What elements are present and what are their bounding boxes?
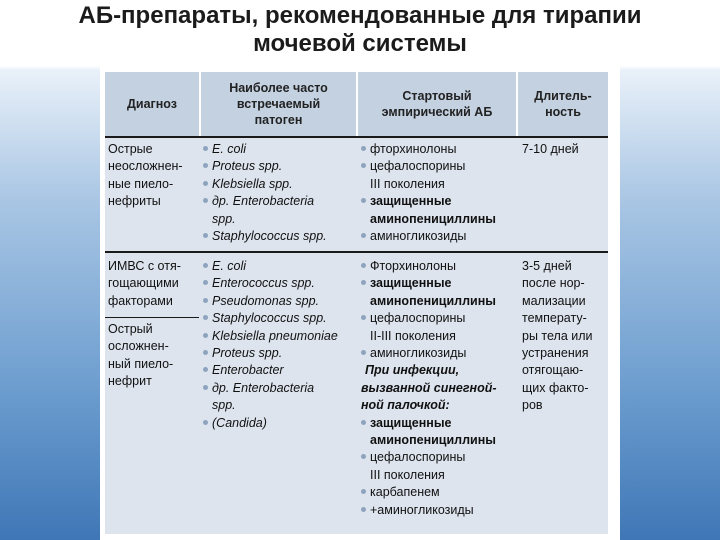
row2-duration-line: температу- bbox=[522, 311, 587, 326]
row2-diagnosis-b bbox=[108, 321, 173, 391]
row1-duration bbox=[522, 141, 579, 158]
row2-duration-line: отягощаю- bbox=[522, 363, 584, 378]
bullet-icon bbox=[361, 315, 366, 320]
list-item: др. Enterobacteria bbox=[203, 380, 338, 397]
bullet-icon bbox=[203, 367, 208, 372]
bullet-icon bbox=[203, 198, 208, 203]
diagnosis-subdivider bbox=[105, 317, 199, 318]
header-pathogen bbox=[201, 72, 356, 136]
header-duration-line: Длитель- bbox=[534, 89, 592, 103]
title-line-2: мочевой системы bbox=[253, 30, 467, 57]
list-item: Proteus spp. bbox=[203, 158, 327, 175]
bullet-icon bbox=[361, 280, 366, 285]
row2-diagnosis-line: ИМВС с отя- bbox=[108, 259, 181, 273]
list-item: Staphylococcus spp. bbox=[203, 310, 338, 327]
row1-diagnosis-line: нефриты bbox=[108, 194, 161, 209]
bullet-icon bbox=[203, 163, 208, 168]
header-diagnosis bbox=[105, 72, 199, 136]
row2-duration-line: ров bbox=[522, 398, 543, 413]
slide-title bbox=[0, 0, 720, 66]
bullet-icon bbox=[361, 350, 366, 355]
bullet-icon bbox=[203, 315, 208, 320]
row2-diagnosis-line: факторами bbox=[108, 293, 173, 308]
list-item: Klebsiella spp. bbox=[203, 176, 327, 193]
row1-diagnosis-line: ные пиело- bbox=[108, 176, 174, 191]
bullet-icon bbox=[203, 146, 208, 151]
bullet-icon bbox=[361, 233, 366, 238]
list-item: цефалоспорины bbox=[361, 449, 497, 466]
header-therapy-line: эмпирический АБ bbox=[381, 105, 493, 119]
bullet-icon bbox=[361, 454, 366, 459]
row2-duration-line: мализации bbox=[522, 293, 586, 308]
table-card bbox=[100, 66, 620, 540]
bullet-icon bbox=[203, 181, 208, 186]
header-duration-line: ность bbox=[545, 105, 581, 119]
therapy-note-line: ной палочкой: bbox=[361, 398, 450, 413]
list-item: +аминогликозиды bbox=[361, 502, 497, 519]
bullet-icon bbox=[361, 489, 366, 494]
list-item-continued: аминопенициллины bbox=[370, 211, 496, 226]
list-item: Enterococcus spp. bbox=[203, 275, 338, 292]
list-item: карбапенем bbox=[361, 484, 497, 501]
bullet-icon bbox=[203, 350, 208, 355]
list-item: E. coli bbox=[203, 258, 338, 275]
list-item: др. Enterobacteria bbox=[203, 193, 327, 210]
bullet-icon bbox=[203, 280, 208, 285]
list-item: защищенные bbox=[361, 275, 497, 292]
row1-diagnosis-line: Острые bbox=[108, 142, 153, 156]
row2-diagnosis-line: Острый bbox=[108, 322, 153, 336]
list-item: Фторхинолоны bbox=[361, 258, 497, 275]
row2-duration-line: после нор- bbox=[522, 276, 585, 291]
row1-pathogens bbox=[203, 141, 327, 245]
list-item: защищенные bbox=[361, 415, 497, 432]
list-item-continued: аминопенициллины bbox=[370, 433, 496, 448]
list-item: защищенные bbox=[361, 193, 496, 210]
list-item: фторхинолоны bbox=[361, 141, 496, 158]
header-therapy bbox=[358, 72, 516, 136]
list-item-continued: аминопенициллины bbox=[370, 293, 496, 308]
list-item-continued: III поколения bbox=[370, 176, 445, 191]
header-duration bbox=[518, 72, 608, 136]
bullet-icon bbox=[203, 385, 208, 390]
bullet-icon bbox=[361, 507, 366, 512]
bullet-icon bbox=[361, 146, 366, 151]
row1-diagnosis-line: неосложнен- bbox=[108, 159, 183, 174]
list-item: Staphylococcus spp. bbox=[203, 228, 327, 245]
list-item: аминогликозиды bbox=[361, 228, 496, 245]
list-item: цефалоспорины bbox=[361, 158, 496, 175]
bullet-icon bbox=[361, 420, 366, 425]
row-divider bbox=[105, 251, 608, 253]
row2-duration-line: щих факто- bbox=[522, 380, 589, 395]
header-diagnosis-label: Диагноз bbox=[127, 97, 177, 111]
row1-duration-line: 7-10 дней bbox=[522, 142, 579, 156]
list-item: (Candida) bbox=[203, 415, 338, 432]
row2-diagnosis-line: гощающими bbox=[108, 276, 179, 291]
bullet-icon bbox=[361, 263, 366, 268]
row1-diagnosis bbox=[108, 141, 183, 211]
row2-diagnosis-line: ный пиело- bbox=[108, 356, 174, 371]
bullet-icon bbox=[361, 163, 366, 168]
row2-duration-line: ры тела или bbox=[522, 328, 593, 343]
list-item: Pseudomonas spp. bbox=[203, 293, 338, 310]
row2-diagnosis-line: нефрит bbox=[108, 374, 152, 389]
list-item: цефалоспорины bbox=[361, 310, 497, 327]
row2-diagnosis-a bbox=[108, 258, 181, 310]
row2-duration-line: 3-5 дней bbox=[522, 259, 572, 273]
list-item: Enterobacter bbox=[203, 362, 338, 379]
bullet-icon bbox=[203, 298, 208, 303]
row2-duration bbox=[522, 258, 593, 415]
header-pathogen-line: встречаемый bbox=[236, 97, 321, 111]
row2-duration-line: устранения bbox=[522, 346, 589, 361]
bullet-icon bbox=[203, 333, 208, 338]
therapy-note-line: При инфекции, bbox=[365, 363, 460, 378]
bullet-icon bbox=[203, 420, 208, 425]
list-item: Klebsiella pneumoniae bbox=[203, 328, 338, 345]
row1-therapy bbox=[361, 141, 496, 245]
antibiotic-table bbox=[105, 72, 608, 534]
list-item: аминогликозиды bbox=[361, 345, 497, 362]
row-divider bbox=[105, 136, 608, 138]
row2-therapy bbox=[361, 258, 497, 519]
bullet-icon bbox=[361, 198, 366, 203]
list-item-continued: II-III поколения bbox=[370, 328, 456, 343]
list-item: Proteus spp. bbox=[203, 345, 338, 362]
row2-pathogens bbox=[203, 258, 338, 432]
header-therapy-line: Стартовый bbox=[402, 89, 472, 103]
header-pathogen-line: патоген bbox=[254, 113, 303, 127]
list-item-continued: spp. bbox=[212, 211, 236, 226]
bullet-icon bbox=[203, 263, 208, 268]
header-pathogen-line: Наиболее часто bbox=[229, 81, 328, 95]
bullet-icon bbox=[203, 233, 208, 238]
therapy-note-line: вызванной синегной- bbox=[361, 380, 497, 395]
title-line-1: АБ-препараты, рекомендованные для тирапии bbox=[78, 2, 642, 29]
list-item: E. coli bbox=[203, 141, 327, 158]
list-item-continued: III поколения bbox=[370, 467, 445, 482]
list-item-continued: spp. bbox=[212, 398, 236, 413]
row2-diagnosis-line: осложнен- bbox=[108, 339, 169, 354]
